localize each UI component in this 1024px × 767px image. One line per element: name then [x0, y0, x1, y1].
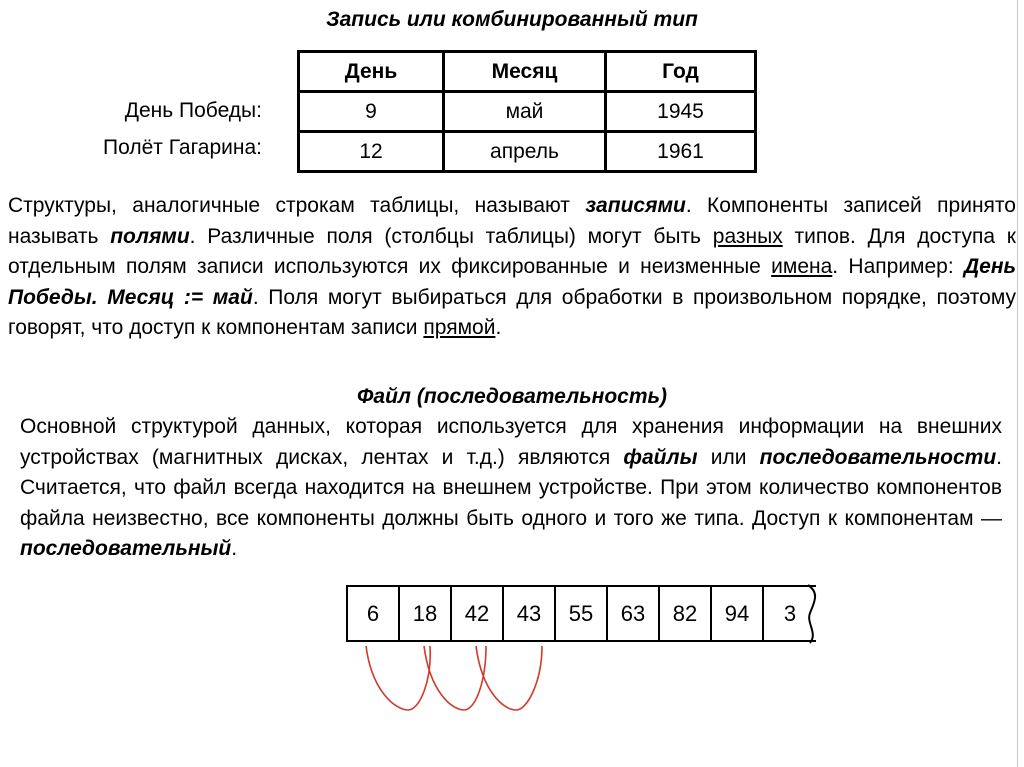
- header-month: Месяц: [444, 52, 606, 92]
- sequential-access-arcs: [346, 640, 566, 720]
- file-cell: 42: [452, 585, 504, 642]
- text: Основной структурой данных, которая используется для хранения информации на внешних устройствах (магнитных дисках, лентах и т.д.) являются: [20, 415, 1002, 469]
- underlined-direct: прямой: [423, 316, 496, 339]
- term-sequential: последовательный: [20, 537, 232, 560]
- arc-2-3: [424, 646, 486, 710]
- cell-day: 12: [299, 132, 444, 172]
- file-cell: 6: [348, 585, 400, 642]
- file-title: Файл (последовательность): [357, 385, 667, 408]
- cell-month: апрель: [444, 132, 606, 172]
- arc-1-2: [366, 646, 430, 710]
- header-year: Год: [606, 52, 756, 92]
- record-table: [297, 50, 757, 173]
- underlined-different: разных: [712, 224, 783, 248]
- file-cell: 94: [712, 585, 764, 642]
- text: . Различные поля (столбцы таблицы) могут быть: [189, 224, 713, 248]
- file-cell: 3: [764, 585, 816, 642]
- text: .: [495, 316, 502, 339]
- records-paragraph: [8, 191, 1016, 344]
- cell-month: май: [444, 92, 606, 132]
- row-label-gagarin-flight: Полёт Гагарина:: [103, 136, 262, 159]
- text: . Поля могут выбираться для обработки в произвольном порядке, поэтому говорят, что доступ к компонентам записи: [8, 285, 1016, 339]
- cell-year: 1945: [606, 92, 756, 132]
- file-cell: 55: [556, 585, 608, 642]
- underlined-names: имена: [771, 255, 833, 278]
- text: Структуры, аналогичные строкам таблицы, называют: [8, 194, 586, 217]
- table-header-row: [299, 52, 756, 92]
- example-code: День Победы. Месяц := май: [8, 255, 1016, 309]
- table-row: [299, 92, 756, 132]
- text: . Считается, что файл всегда находится на внешнем устройстве. При этом количество компонентов файла неизвестно, все компоненты должны быть одного и того же типа. Доступ к компонентам —: [20, 445, 1002, 530]
- file-paragraph: [20, 412, 1002, 565]
- term-fields: полями: [110, 224, 190, 248]
- file-cell: 43: [504, 585, 556, 642]
- term-sequences: последовательности: [759, 445, 997, 469]
- file-cell: 82: [660, 585, 712, 642]
- text: типов. Для доступа к отдельным полям записи используются их фиксированные и неизменные: [8, 224, 1016, 278]
- file-cell: 63: [608, 585, 660, 642]
- tape-open-end: [800, 583, 824, 645]
- record-title: Запись или комбинированный тип: [326, 8, 698, 31]
- text: . Например:: [832, 255, 964, 278]
- cell-year: 1961: [606, 132, 756, 172]
- header-day: День: [299, 52, 444, 92]
- file-tape: [346, 585, 816, 642]
- page-edge: [1017, 0, 1018, 767]
- text: или: [697, 445, 760, 469]
- term-files: файлы: [623, 445, 698, 469]
- table-row: [299, 132, 756, 172]
- text: . Компоненты записей принято называть: [8, 194, 1016, 248]
- file-cell: 18: [400, 585, 452, 642]
- text: .: [231, 537, 238, 560]
- row-label-victory-day: День Победы:: [124, 99, 262, 122]
- term-records: записями: [585, 194, 686, 217]
- cell-day: 9: [299, 92, 444, 132]
